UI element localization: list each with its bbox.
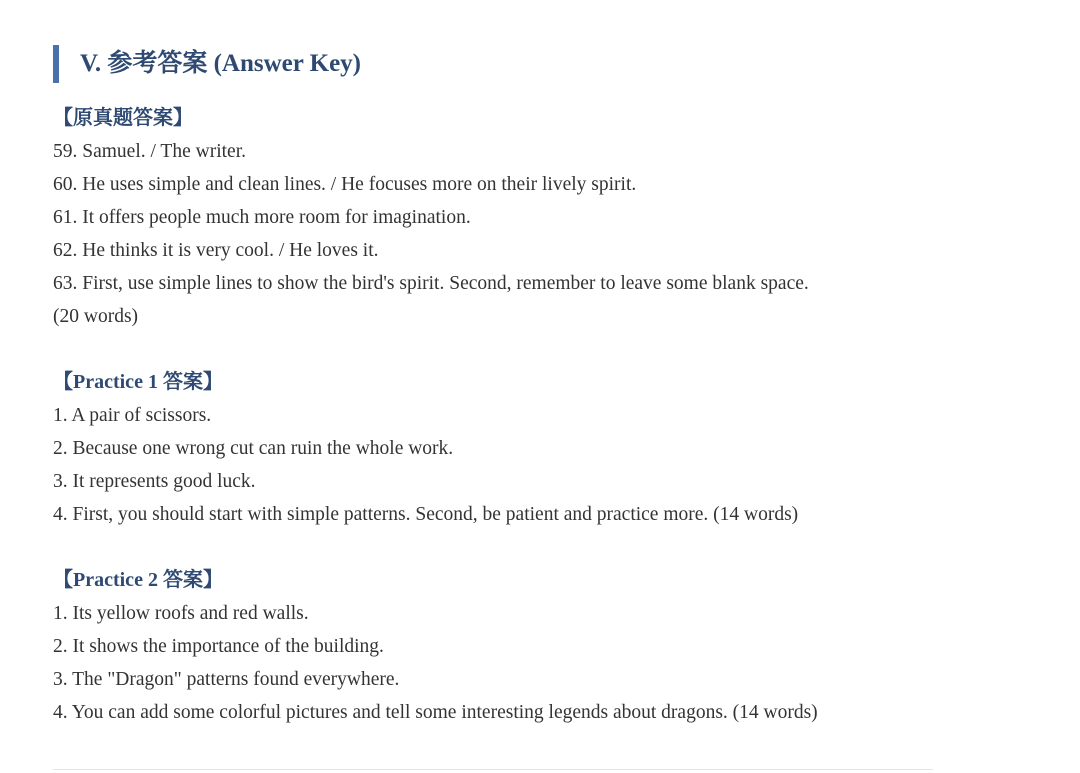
section-title: 【Practice 1 答案】 [53, 371, 223, 393]
practice-1-answers [53, 366, 798, 531]
answer-line: 3. It represents good luck. [53, 471, 256, 492]
practice-2-answers [53, 564, 818, 729]
answer-line: 2. It shows the importance of the building. [53, 636, 384, 657]
divider [53, 769, 933, 770]
section-title: 【原真题答案】 [53, 107, 193, 129]
answer-line: 4. You can add some colorful pictures and tell some interesting legends about dragons. (14 words) [53, 702, 818, 723]
answer-line: 61. It offers people much more room for imagination. [53, 207, 471, 228]
section-heading [53, 44, 361, 84]
answer-line: 60. He uses simple and clean lines. / He focuses more on their lively spirit. [53, 174, 637, 195]
answer-line: 62. He thinks it is very cool. / He loves it. [53, 240, 379, 261]
answer-line: 59. Samuel. / The writer. [53, 141, 246, 162]
page-title: V. 参考答案 (Answer Key) [80, 50, 362, 77]
answer-line: 4. First, you should start with simple patterns. Second, be patient and practice more. (14 words) [53, 504, 799, 525]
heading-accent-bar [53, 45, 59, 83]
section-title: 【Practice 2 答案】 [53, 569, 223, 591]
answer-line: 1. A pair of scissors. [53, 405, 212, 426]
answer-line: (20 words) [53, 306, 139, 327]
original-exam-answers [53, 102, 809, 333]
answer-line: 1. Its yellow roofs and red walls. [53, 603, 309, 624]
answer-line: 63. First, use simple lines to show the bird's spirit. Second, remember to leave some blank space. [53, 273, 809, 294]
answer-line: 3. The "Dragon" patterns found everywhere. [53, 669, 400, 690]
answer-line: 2. Because one wrong cut can ruin the whole work. [53, 438, 454, 459]
